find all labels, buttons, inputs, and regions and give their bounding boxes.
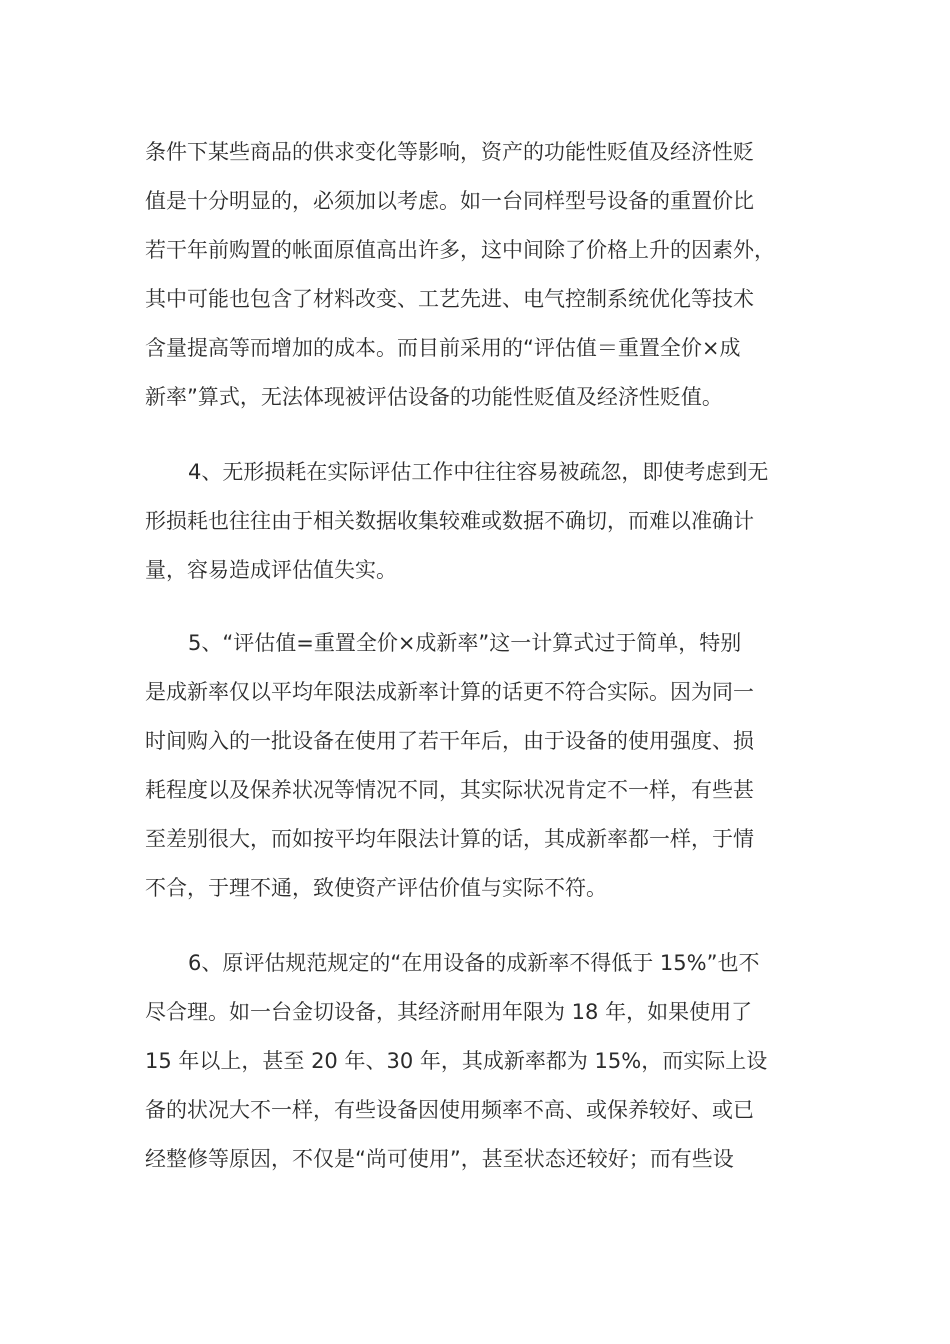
paragraph-item-5 xyxy=(145,619,754,913)
text-line: 形损耗也往往由于相关数据收集较难或数据不确切，而难以准确计 xyxy=(145,509,754,533)
text-line: 不合，于理不通，致使资产评估价值与实际不符。 xyxy=(145,876,607,900)
paragraph-item-4 xyxy=(145,448,768,595)
text-line: 条件下某些商品的供求变化等影响，资产的功能性贬值及经济性贬 xyxy=(145,140,754,164)
text-line: 是成新率仅以平均年限法成新率计算的话更不符合实际。因为同一 xyxy=(145,680,754,704)
text-line: 尽合理。如一台金切设备，其经济耐用年限为 18 年，如果使用了 xyxy=(145,1000,753,1024)
text-line: 值是十分明显的，必须加以考虑。如一台同样型号设备的重置价比 xyxy=(145,189,754,213)
paragraph-item-6 xyxy=(145,939,767,1184)
text-line: 其中可能也包含了材料改变、工艺先进、电气控制系统优化等技术 xyxy=(145,287,754,311)
text-line: 含量提高等而增加的成本。而目前采用的“评估值＝重置全价×成 xyxy=(145,336,741,360)
text-line: 4、无形损耗在实际评估工作中往往容易被疏忽，即使考虑到无 xyxy=(188,460,769,484)
text-line: 新率”算式，无法体现被评估设备的功能性贬值及经济性贬值。 xyxy=(145,385,723,409)
text-line: 若干年前购置的帐面原值高出许多，这中间除了价格上升的因素外， xyxy=(145,238,775,262)
text-line: 6、原评估规范规定的“在用设备的成新率不得低于 15%”也不 xyxy=(188,951,760,975)
paragraph-continued xyxy=(145,128,775,422)
text-line: 5、“评估值=重置全价×成新率”这一计算式过于简单，特别 xyxy=(188,631,742,655)
text-line: 备的状况大不一样，有些设备因使用频率不高、或保养较好、或已 xyxy=(145,1098,754,1122)
text-line: 时间购入的一批设备在使用了若干年后，由于设备的使用强度、损 xyxy=(145,729,754,753)
text-line: 经整修等原因，不仅是“尚可使用”，甚至状态还较好；而有些设 xyxy=(145,1147,734,1171)
text-line: 至差别很大，而如按平均年限法计算的话，其成新率都一样，于情 xyxy=(145,827,754,851)
text-line: 耗程度以及保养状况等情况不同，其实际状况肯定不一样，有些甚 xyxy=(145,778,754,802)
text-line: 15 年以上，甚至 20 年、30 年，其成新率都为 15%，而实际上设 xyxy=(145,1049,768,1073)
text-line: 量，容易造成评估值失实。 xyxy=(145,558,397,582)
